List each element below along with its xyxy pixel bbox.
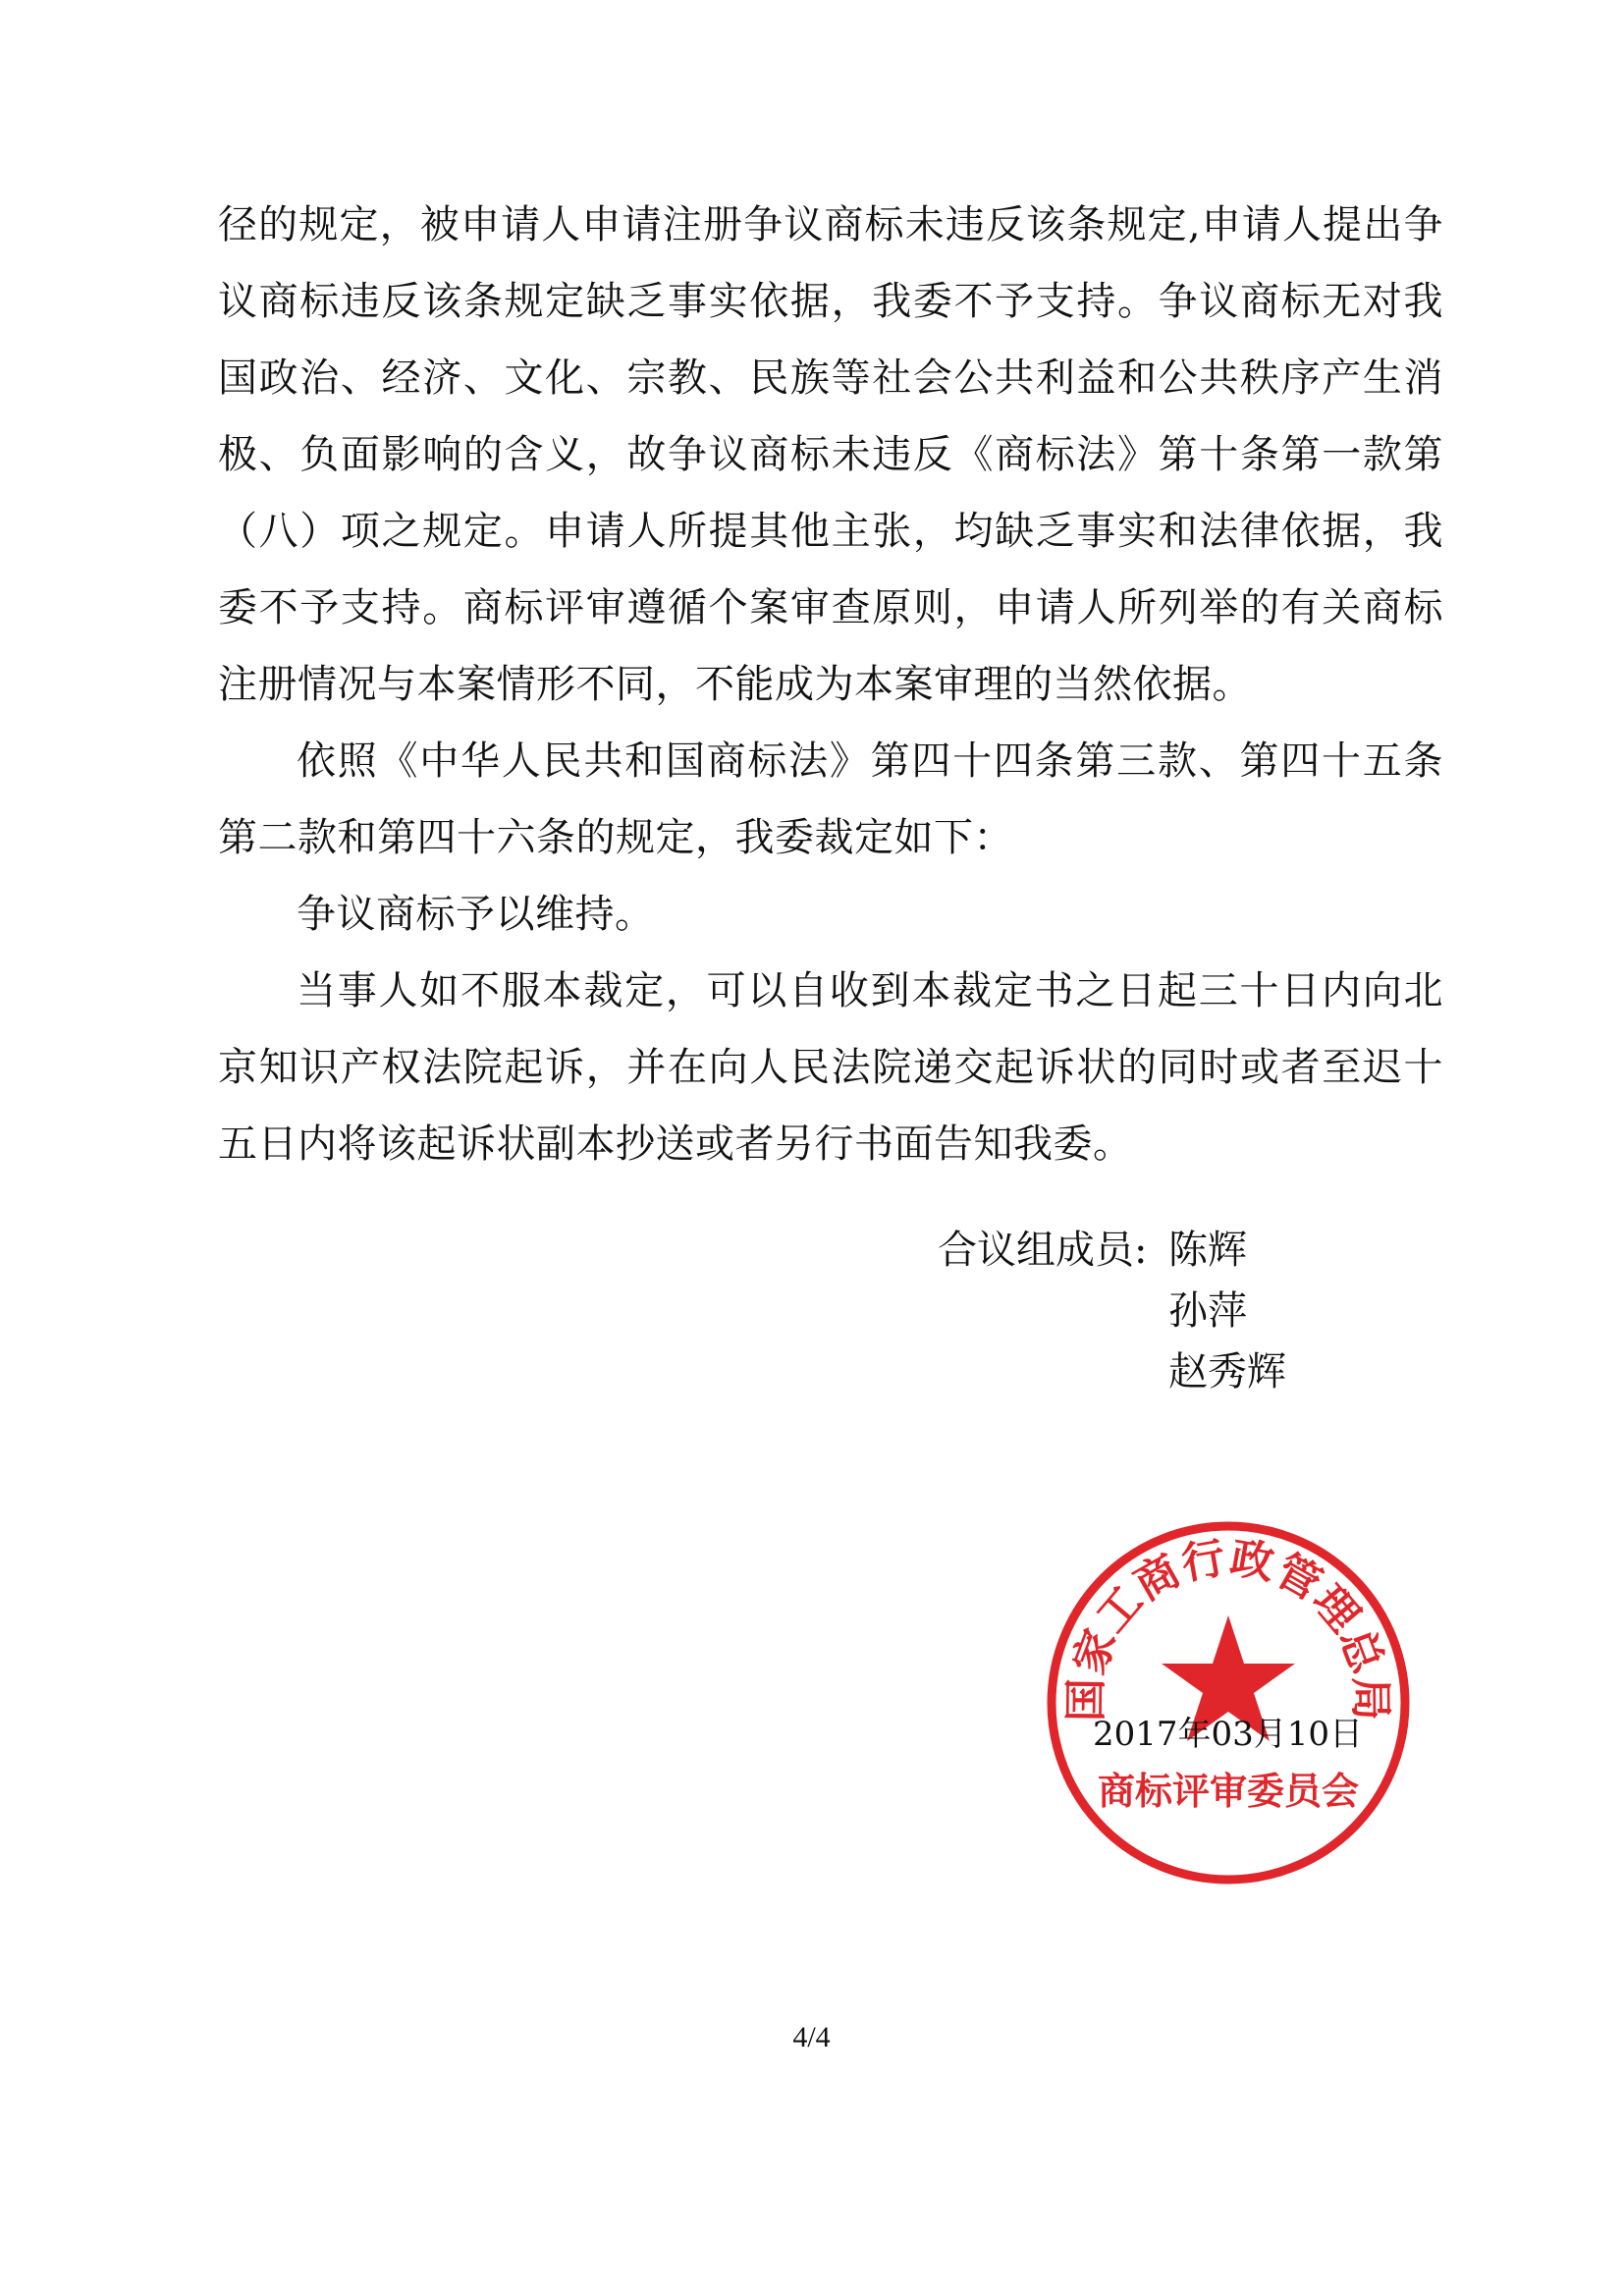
panel-members-row (938, 1220, 1286, 1402)
panel-members (938, 1220, 1286, 1402)
panel-label: 合议组成员: (938, 1228, 1148, 1273)
seal-outer-text: 国家工商行政管理总局 (1060, 1532, 1396, 1722)
panel-member-name: 赵秀辉 (1168, 1349, 1286, 1394)
paragraph-1: 径的规定，被申请人申请注册争议商标未违反该条规定,申请人提出争议商标违反该条规定缺乏事实依据，我委不予支持。争议商标无对我国政治、经济、文化、宗教、民族等社会公共利益和公共秩序产生消极、负面影响的含义，故争议商标未违反《商标法》第十条第一款第（八）项之规定。申请人所提其他主张，均缺乏事实和法律依据，我委不予支持。商标评审遵循个案审查原则，申请人所列举的有关商标注册情况与本案情形不同，不能成为本案审理的当然依据。 (218, 202, 1443, 707)
document-body (218, 187, 1443, 1182)
panel-member-list (1168, 1220, 1286, 1402)
panel-member-name: 陈辉 (1168, 1228, 1247, 1273)
panel-member-name: 孙萍 (1168, 1288, 1247, 1334)
paragraph-3: 争议商标予以维持。 (297, 892, 655, 937)
paragraph-2: 依照《中华人民共和国商标法》第四十四条第三款、第四十五条第二款和第四十六条的规定，我委裁定如下： (218, 738, 1443, 860)
page-number: 4/4 (792, 2021, 831, 2053)
seal-inner-text: 商标评审委员会 (1097, 1769, 1360, 1813)
paragraph-4: 当事人如不服本裁定，可以自收到本裁定书之日起三十日内向北京知识产权法院起诉，并在向人民法院递交起诉状的同时或者至迟十五日内将该起诉状副本抄送或者另行书面告知我委。 (218, 968, 1443, 1167)
official-seal (1043, 1517, 1414, 1888)
document-date: 2017年03月10日 (1093, 1715, 1364, 1754)
